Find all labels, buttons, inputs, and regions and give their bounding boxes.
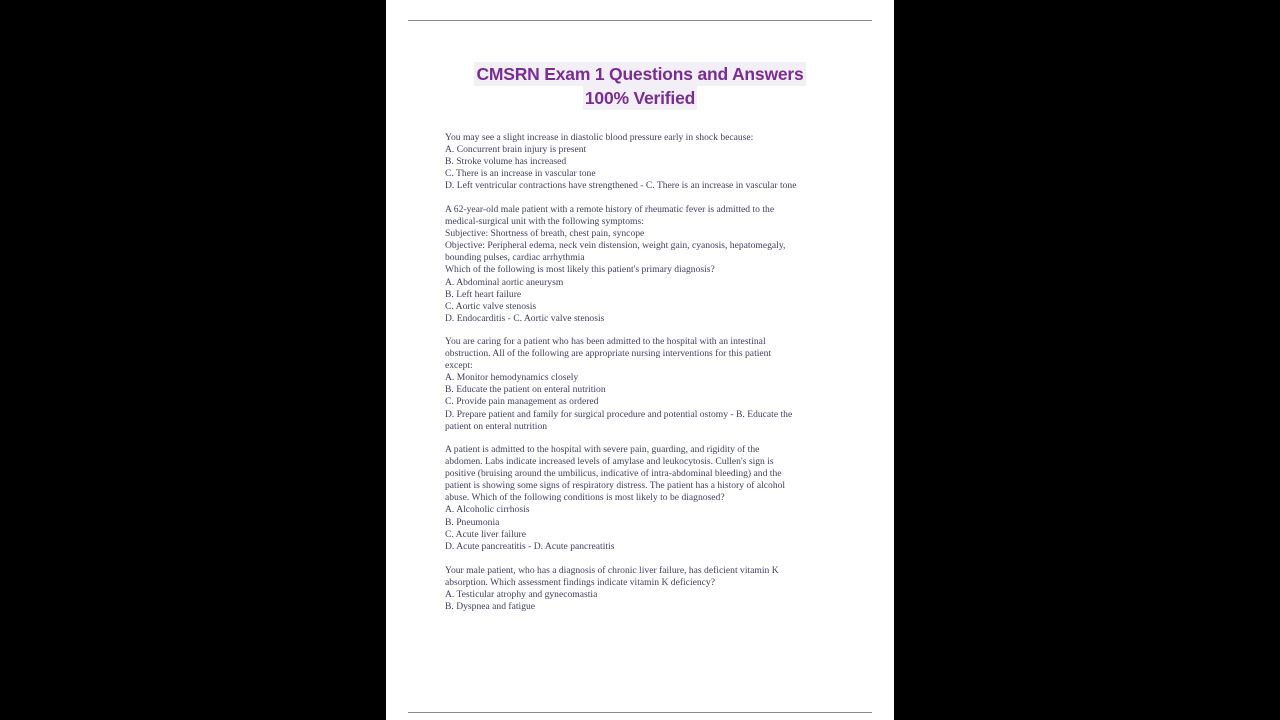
header-divider-rule	[408, 20, 872, 21]
question-block-5	[445, 565, 849, 613]
answer-option-a: A. Monitor hemodynamics closely	[445, 372, 579, 384]
page-title-line-2: 100% Verified	[584, 88, 696, 108]
question-block-1	[445, 132, 849, 192]
letterbox-left-bar	[0, 0, 386, 720]
subjective-findings: Subjective: Shortness of breath, chest pain, syncope	[445, 228, 645, 240]
answer-option-d-with-key: D. Acute pancreatitis - D. Acute pancreatitis	[445, 540, 615, 552]
objective-findings-line-2: bounding pulses, cardiac arrhythmia	[445, 252, 585, 264]
answer-option-b: B. Stroke volume has increased	[445, 156, 567, 168]
question-stem-line-2: medical-surgical unit with the following symptoms:	[445, 216, 644, 228]
question-stem-line-1: You are caring for a patient who has been admitted to the hospital with an intestinal	[445, 336, 766, 347]
question-block-4	[445, 444, 849, 553]
question-stem: You may see a slight increase in diastolic blood pressure early in shock because:	[445, 132, 754, 143]
answer-option-c: C. Acute liver failure	[445, 528, 526, 540]
question-stem-line-1: A patient is admitted to the hospital with severe pain, guarding, and rigidity of the	[445, 444, 760, 455]
answer-option-a: A. Abdominal aortic aneurysm	[445, 276, 564, 288]
question-stem-line-3: positive (bruising around the umbilicus, indicative of intra-abdominal bleeding) and the	[445, 468, 782, 480]
answer-option-c: C. Aortic valve stenosis	[445, 300, 537, 312]
answer-option-b: B. Educate the patient on enteral nutrition	[445, 384, 606, 396]
question-stem-line-1: Your male patient, who has a diagnosis of chronic liver failure, has deficient vitamin K	[445, 565, 779, 576]
answer-option-b: B. Dyspnea and fatigue	[445, 601, 536, 613]
document-page	[386, 0, 894, 720]
question-prompt: Which of the following is most likely this patient's primary diagnosis?	[445, 264, 715, 276]
question-stem-line-3: except:	[445, 360, 473, 372]
answer-option-d-with-key: D. Endocarditis - C. Aortic valve stenosis	[445, 312, 605, 324]
question-stem-line-4: patient is showing some signs of respiratory distress. The patient has a history of alcohol	[445, 480, 786, 492]
answer-option-b: B. Pneumonia	[445, 516, 500, 528]
question-prompt: absorption. Which assessment findings indicate vitamin K deficiency?	[445, 577, 715, 589]
page-title	[386, 62, 894, 110]
answer-option-a: A. Alcoholic cirrhosis	[445, 504, 530, 516]
answer-option-c: C. Provide pain management as ordered	[445, 396, 599, 408]
letterbox-right-bar	[894, 0, 1280, 720]
footer-divider-rule	[408, 712, 872, 713]
question-prompt: abuse. Which of the following conditions is most likely to be diagnosed?	[445, 492, 725, 504]
page-title-line-1: CMSRN Exam 1 Questions and Answers	[476, 64, 804, 84]
question-stem-line-2: obstruction. All of the following are appropriate nursing interventions for this patient	[445, 348, 772, 360]
question-block-2	[445, 204, 849, 325]
answer-option-d-with-key-line-1: D. Prepare patient and family for surgical procedure and potential ostomy - B. Educate the	[445, 408, 793, 420]
answer-option-d-with-key: D. Left ventricular contractions have strengthened - C. There is an increase in vascular tone	[445, 180, 797, 192]
answer-option-b: B. Left heart failure	[445, 288, 522, 300]
objective-findings-line-1: Objective: Peripheral edema, neck vein distension, weight gain, cyanosis, hepatomegaly,	[445, 240, 786, 252]
answer-option-a: A. Concurrent brain injury is present	[445, 144, 587, 156]
question-stem-line-2: abdomen. Labs indicate increased levels of amylase and leukocytosis. Cullen's sign is	[445, 456, 774, 468]
question-stem-line-1: A 62-year-old male patient with a remote history of rheumatic fever is admitted to the	[445, 204, 775, 215]
answer-option-d-with-key-line-2: patient on enteral nutrition	[445, 420, 548, 432]
question-block-3	[445, 336, 849, 433]
answer-option-a: A. Testicular atrophy and gynecomastia	[445, 589, 598, 601]
answer-option-c: C. There is an increase in vascular tone	[445, 168, 596, 180]
